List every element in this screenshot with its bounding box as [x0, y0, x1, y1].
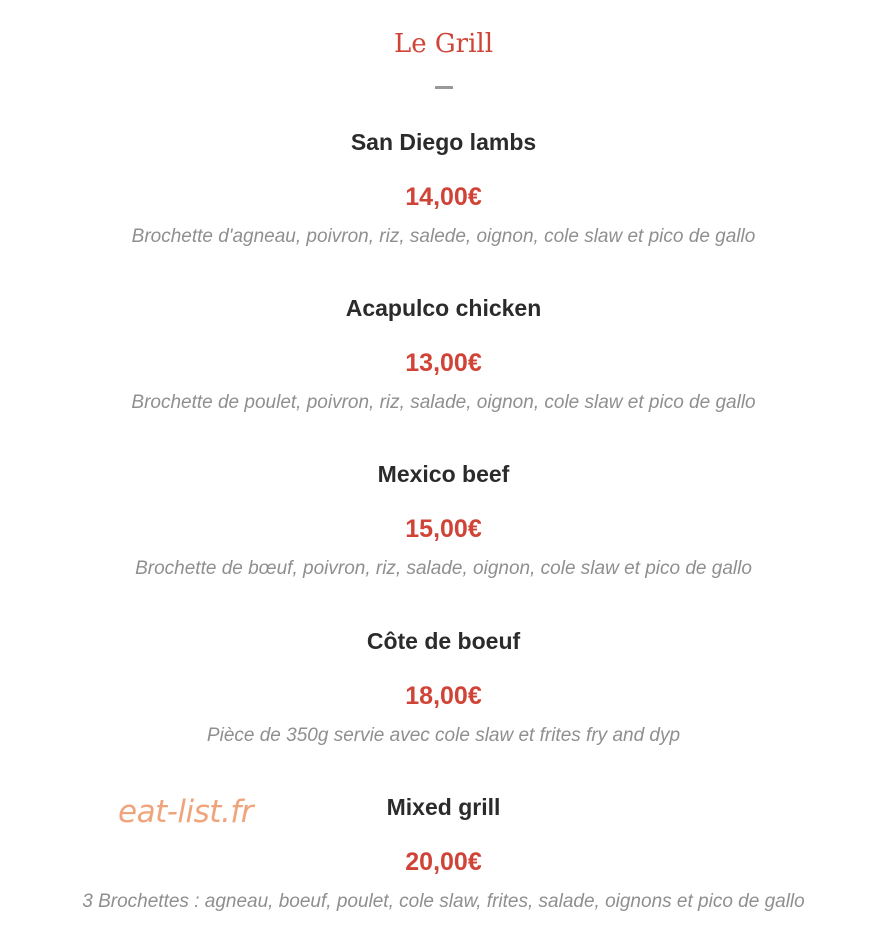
item-description: Pièce de 350g servie avec cole slaw et frites fry and dyp: [206, 725, 681, 746]
item-name: Mexico beef: [377, 461, 510, 487]
item-description: Brochette de poulet, poivron, riz, salade, oignon, cole slaw et pico de gallo: [131, 392, 756, 413]
item-description: Brochette d'agneau, poivron, riz, salede, oignon, cole slaw et pico de gallo: [131, 226, 756, 247]
title-divider: [435, 86, 453, 89]
menu-item: [0, 293, 887, 415]
item-price: 14,00€: [405, 183, 482, 211]
item-name: San Diego lambs: [350, 129, 537, 155]
item-description: Brochette de bœuf, poivron, riz, salade, oignon, cole slaw et pico de gallo: [135, 558, 752, 579]
menu-item: [0, 459, 887, 581]
item-price: 13,00€: [405, 349, 482, 377]
section-title: Le Grill: [393, 29, 494, 59]
item-name: Mixed grill: [386, 794, 501, 820]
watermark-logo: eat-list.fr: [118, 794, 253, 830]
menu-item: [0, 626, 887, 748]
item-name: Côte de boeuf: [366, 628, 521, 654]
item-description: 3 Brochettes : agneau, boeuf, poulet, cole slaw, frites, salade, oignons et pico de gallo: [82, 891, 805, 912]
item-name: Acapulco chicken: [345, 295, 542, 321]
item-price: 15,00€: [405, 515, 482, 543]
item-price: 18,00€: [405, 682, 482, 710]
item-price: 20,00€: [405, 848, 482, 876]
menu-item: [0, 127, 887, 249]
